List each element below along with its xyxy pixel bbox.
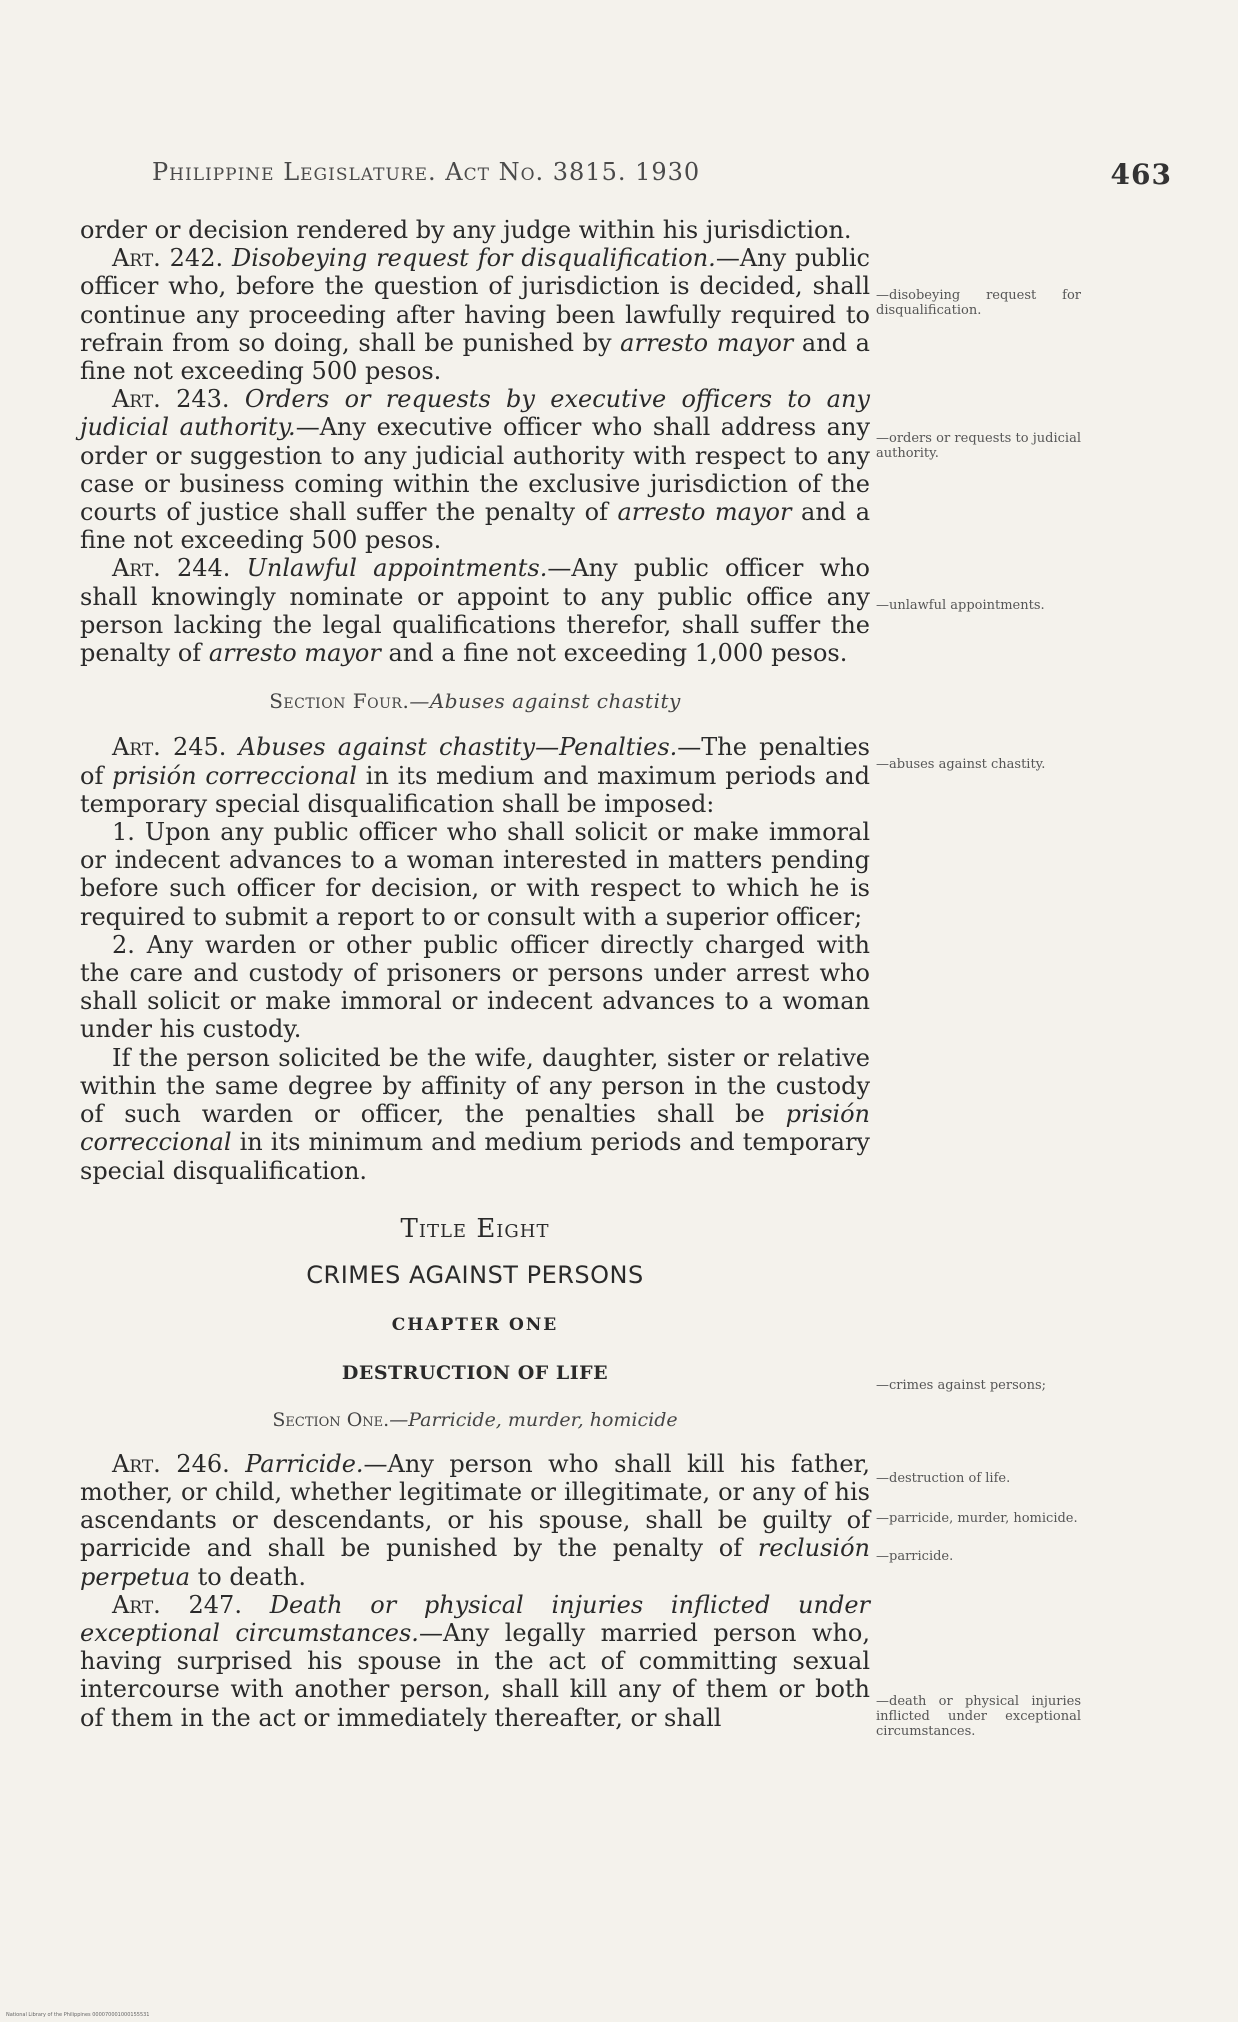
margin-note-disobeying: —disobeying request for disqualification. [876,288,1081,318]
margin-note-unlawful: —unlawful appointments. [876,598,1045,613]
running-head [152,158,1172,198]
article-text: —The penalties of [80,733,870,790]
article-text-tail: and a fine not exceeding 500 pesos. [80,498,871,555]
list-item-1: 1. Upon any public officer who shall solicit or make immoral or indecent advances to a woman interested in matters pending before such officer for decision, or with respect to which he is required to submit a report to or consult with a superior officer; [80,818,870,931]
article-text-tail: and a fine not exceeding 1,000 pesos. [388,639,848,668]
crimes-against-persons-heading: CRIMES AGAINST PERSONS [306,1260,644,1289]
destruction-of-life-heading: DESTRUCTION OF LIFE [341,1362,609,1385]
main-text [80,216,870,1732]
paragraph-text-tail: in its minimum and medium periods and temporary special disqualification. [80,1128,870,1185]
margin-note-destruction: —destruction of life. [876,1471,1011,1486]
paragraph-text: If the person solicited be the wife, daughter, sister or relative within the same degree by affinity of any person in the custody of such warden or officer, the penalties shall be [80,1043,870,1129]
penalty-term: arresto mayor [617,498,792,527]
article-text: —Any public officer who shall knowingly nominate or appoint to any public office any person lacking the legal qualifications therefor, shall suffer the penalty of [80,554,870,668]
article-text-tail: and a fine not exceeding 500 pesos. [80,328,870,386]
article-text: —Any person who shall kill his father, mother, or child, whether legitimate or illegitimate, or any of his ascendants or descendants, or his spouse, shall be guilty of parricide and shall be punished by the penalty of [80,1449,870,1563]
penalty-term: arresto mayor [208,639,381,668]
article-245 [80,733,870,818]
article-number: Art. 246. [112,1449,230,1478]
article-text: —Any legally married person who, having surprised his spouse in the act of committing sexual intercourse with another person, shall kill any of them or both of them in the act or immediately thereafter, or shall [80,1618,870,1732]
section-one-heading [80,1406,870,1434]
penalty-term: reclusión perpetua [80,1534,870,1591]
margin-note-orders: —orders or requests to judicial authority. [876,431,1081,461]
article-number: Art. 243. [112,385,230,414]
footer-credit: National Library of the Philippines 000070001000155531 [6,2012,150,2018]
paragraph-continuation: order or decision rendered by any judge within his jurisdiction. [80,216,852,244]
article-number: Art. 244. [112,554,231,583]
margin-note-parricide: —parricide. [876,1549,954,1564]
article-243 [80,385,870,554]
article-title: Parricide. [245,1449,364,1478]
article-title: Disobeying request for disqualification. [231,244,716,273]
article-247 [80,1591,870,1732]
article-number: Art. 247. [112,1590,242,1619]
penalty-term: prisión correccional [112,761,357,790]
page-number: 463 [1110,158,1172,191]
article-number: Art. 245. [112,733,227,762]
article-title: Unlawful appointments. [246,554,548,583]
section-title: —Abuses against chastity [409,689,681,714]
section-label: Section One. [272,1408,390,1431]
title-eight-heading: Title Eight [400,1213,550,1244]
article-title: Death or physical injuries inflicted under exceptional circumstances. [80,1590,871,1647]
margin-note-death-injuries: —death or physical injuries inflicted under exceptional circumstances. [876,1694,1081,1739]
margin-note-crimes: —crimes against persons; [876,1378,1047,1393]
article-title: Orders or requests by executive officers to any judicial authority. [80,385,870,442]
article-text: —Any executive officer who shall address any order or suggestion to any judicial authority with respect to any case or business coming within the exclusive jurisdiction of the courts of justice shall suffer the penalty of [80,413,870,527]
article-title: Abuses against chastity—Penalties. [238,733,678,762]
article-246 [80,1450,870,1591]
article-244 [80,554,870,667]
article-242 [80,244,870,385]
section-four-heading [80,687,870,715]
article-text-tail: in its medium and maximum periods and temporary special disqualification shall be imposed: [80,761,870,818]
list-item-2: 2. Any warden or other public officer directly charged with the care and custody of prisoners or persons under arrest who shall solicit or make immoral or indecent advances to a woman under his custody. [80,930,870,1044]
penalty-term: prisión correccional [80,1100,870,1157]
article-text: —Any public officer who, before the question of jurisdiction is decided, shall continue any proceeding after having been lawfully required to refrain from so doing, shall be punished by [80,244,871,357]
chapter-one-heading: CHAPTER ONE [391,1315,559,1336]
running-head-title: Philippine Legislature. Act No. 3815. 1930 [152,158,701,186]
penalty-term: arresto mayor [620,328,794,357]
section-label: Section Four. [269,689,410,714]
margin-note-parricide-murder-homicide: —parricide, murder, homicide. [876,1511,1078,1526]
paragraph-if-solicited [80,1044,870,1185]
article-number: Art. 242. [112,244,224,273]
section-title: —Parricide, murder, homicide [389,1408,678,1431]
margin-note-abuses: —abuses against chastity. [876,757,1046,772]
article-text-tail: to death. [197,1562,306,1591]
